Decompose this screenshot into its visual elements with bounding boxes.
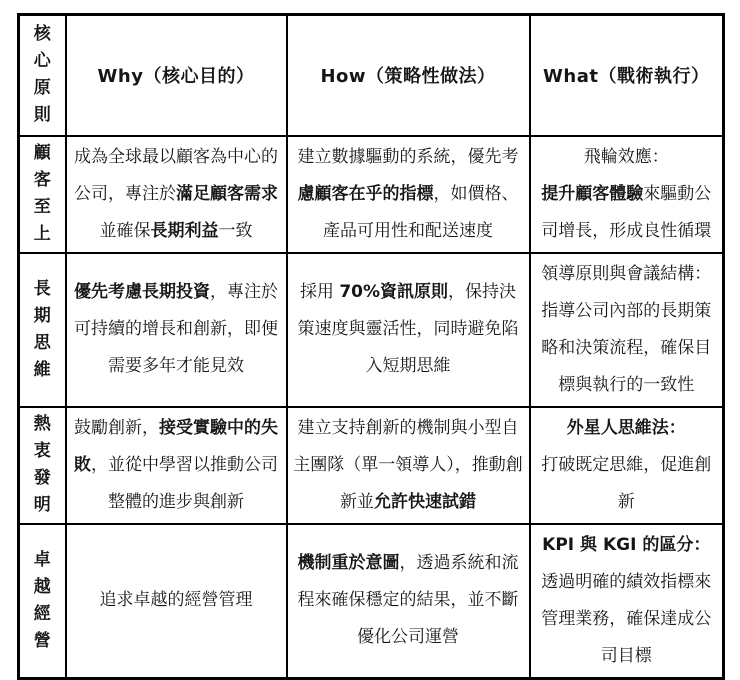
what-cell: 飛輪效應： 提升顧客體驗來驅動公司增長，形成良性循環 bbox=[530, 136, 724, 253]
column-header-what: What（戰術執行） bbox=[530, 15, 724, 136]
row-label-vertical-text: 長期思維 bbox=[33, 278, 51, 380]
column-header-how: How（策略性做法） bbox=[287, 15, 530, 136]
table-row bbox=[19, 136, 724, 253]
row-label-vertical-text: 熱衷發明 bbox=[33, 414, 51, 515]
table-row bbox=[19, 407, 724, 524]
row-label-vertical-text: 卓越經營 bbox=[33, 549, 51, 651]
why-cell: 鼓勵創新，接受實驗中的失敗，並從中學習以推動公司整體的進步與創新 bbox=[66, 407, 287, 524]
row-label-vertical-text: 顧客至上 bbox=[33, 143, 51, 244]
column-header-why: Why（核心目的） bbox=[66, 15, 287, 136]
how-cell: 機制重於意圖，透過系統和流程來確保穩定的結果，並不斷優化公司運營 bbox=[287, 524, 530, 679]
table-row bbox=[19, 253, 724, 407]
row-label-cell bbox=[19, 136, 66, 253]
what-cell: 領導原則與會議結構： 指導公司內部的長期策略和決策流程，確保目標與執行的一致性 bbox=[530, 253, 724, 407]
header-row bbox=[19, 15, 724, 136]
row-label-cell bbox=[19, 407, 66, 524]
how-cell: 建立支持創新的機制與小型自主團隊（單一領導人），推動創新並允許快速試錯 bbox=[287, 407, 530, 524]
how-cell: 採用 70%資訊原則，保持決策速度與靈活性，同時避免陷入短期思維 bbox=[287, 253, 530, 407]
why-cell: 成為全球最以顧客為中心的公司，專注於滿足顧客需求並確保長期利益一致 bbox=[66, 136, 287, 253]
corner-header-cell bbox=[19, 15, 66, 136]
how-cell: 建立數據驅動的系統，優先考慮顧客在乎的指標，如價格、產品可用性和配送速度 bbox=[287, 136, 530, 253]
what-cell: KPI 與 KGI 的區分： 透過明確的績效指標來管理業務，確保達成公司目標 bbox=[530, 524, 724, 679]
table-body bbox=[19, 136, 724, 679]
table-row bbox=[19, 524, 724, 679]
corner-header-label: 核心原則 bbox=[33, 24, 51, 126]
row-label-cell bbox=[19, 524, 66, 679]
core-principles-table bbox=[17, 13, 725, 680]
row-label-cell bbox=[19, 253, 66, 407]
what-cell: 外星人思維法： 打破既定思維，促進創新 bbox=[530, 407, 724, 524]
why-cell: 優先考慮長期投資，專注於可持續的增長和創新，即便需要多年才能見效 bbox=[66, 253, 287, 407]
why-cell: 追求卓越的經營管理 bbox=[66, 524, 287, 679]
